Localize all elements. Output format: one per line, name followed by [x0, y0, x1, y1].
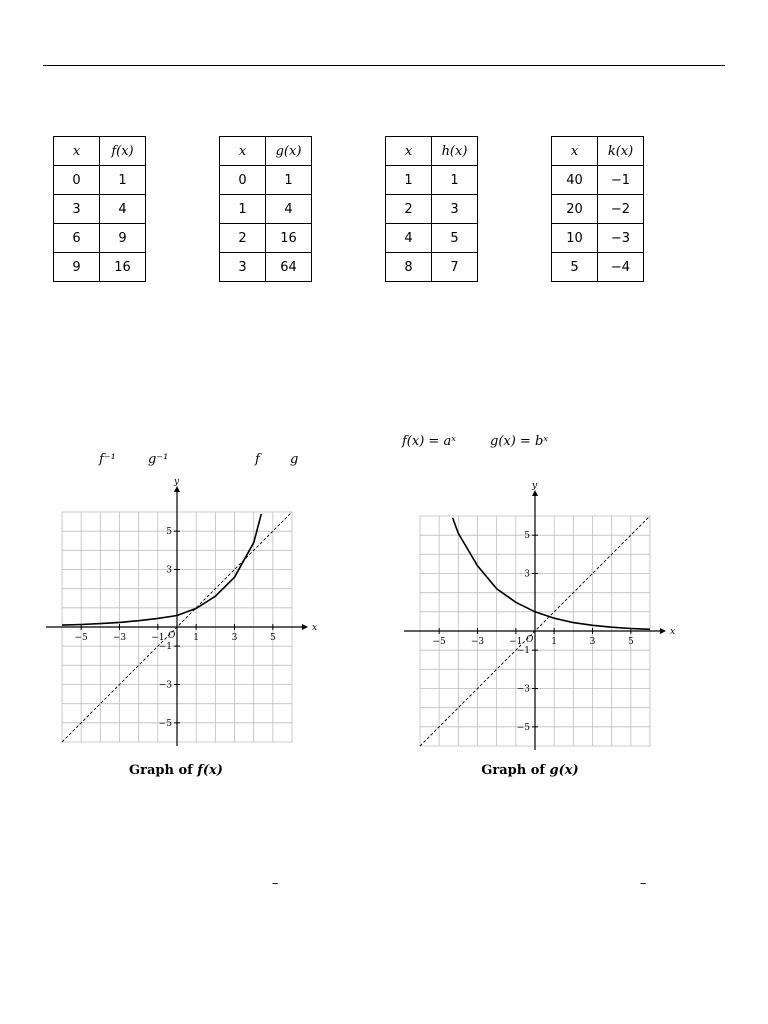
table-cell: 10: [552, 224, 598, 253]
x-tick-label: −3: [470, 637, 485, 647]
table-cell: 8: [386, 253, 432, 282]
table-row: [220, 253, 312, 282]
y-tick-label: −3: [158, 680, 172, 691]
table-g-header-x: x: [220, 137, 266, 166]
y-tick-label: 5: [524, 531, 530, 542]
dash-mark-left: –: [272, 876, 279, 891]
y-tick-label: −1: [516, 646, 530, 657]
x-axis-label: x: [312, 623, 318, 633]
y-tick-label: 3: [166, 565, 172, 576]
x-tick-label: −1: [509, 637, 523, 647]
dash-mark-right: –: [640, 876, 647, 891]
y-axis-label: y: [174, 477, 180, 487]
table-cell: 5: [552, 253, 598, 282]
table-row: [386, 224, 478, 253]
table-cell: 4: [386, 224, 432, 253]
x-tick-label: −1: [151, 633, 165, 643]
table-cell: −1: [598, 166, 644, 195]
table-g-header-gx: g(x): [266, 137, 312, 166]
header-rule: [43, 65, 725, 66]
table-row: [220, 166, 312, 195]
table-h: [385, 136, 478, 282]
x-axis-label: x: [670, 627, 676, 637]
table-cell: 1: [432, 166, 478, 195]
x-tick-label: 3: [231, 633, 238, 643]
table-row: [386, 166, 478, 195]
origin-label: O: [168, 631, 176, 641]
table-row: [386, 253, 478, 282]
x-tick-label: 3: [589, 637, 596, 647]
caption-function: f(x): [197, 763, 223, 778]
x-tick-label: 1: [551, 637, 558, 647]
table-row: [552, 253, 644, 282]
table-f-header-fx: f(x): [100, 137, 146, 166]
table-row: [386, 195, 478, 224]
table-cell: 9: [100, 224, 146, 253]
x-tick-label: −3: [112, 633, 127, 643]
x-tick-label: 5: [269, 633, 276, 643]
table-row: [54, 195, 146, 224]
caption-prefix: Graph of: [481, 763, 550, 778]
table-cell: 1: [220, 195, 266, 224]
graph-g-caption: [415, 763, 645, 778]
y-tick-label: −5: [516, 722, 530, 733]
y-tick-label: 3: [524, 569, 530, 580]
table-cell: 16: [266, 224, 312, 253]
graph-f: [42, 477, 322, 760]
table-cell: 3: [220, 253, 266, 282]
table-cell: 4: [100, 195, 146, 224]
table-row: [552, 166, 644, 195]
table-cell: 6: [54, 224, 100, 253]
table-k-header-kx: k(x): [598, 137, 644, 166]
table-cell: 0: [54, 166, 100, 195]
table-cell: 3: [54, 195, 100, 224]
table-cell: 2: [386, 195, 432, 224]
table-row: [220, 224, 312, 253]
g-label: g: [290, 452, 299, 467]
table-cell: 5: [432, 224, 478, 253]
table-f-header-x: x: [54, 137, 100, 166]
table-cell: 4: [266, 195, 312, 224]
x-tick-label: −5: [74, 633, 88, 643]
graph-g: [400, 481, 680, 764]
caption-function: g(x): [549, 763, 579, 778]
table-cell: 1: [266, 166, 312, 195]
x-tick-label: 1: [193, 633, 200, 643]
table-cell: 9: [54, 253, 100, 282]
table-cell: 1: [100, 166, 146, 195]
y-tick-label: −5: [158, 718, 172, 729]
table-cell: 20: [552, 195, 598, 224]
caption-prefix: Graph of: [129, 763, 198, 778]
table-k: [551, 136, 644, 282]
table-cell: −4: [598, 253, 644, 282]
f-label: f: [255, 452, 260, 467]
table-h-header-hx: h(x): [432, 137, 478, 166]
table-row: [220, 195, 312, 224]
y-tick-label: 5: [166, 527, 172, 538]
table-row: [552, 224, 644, 253]
origin-label: O: [526, 635, 534, 645]
x-axis-arrow: [302, 624, 308, 630]
f-inverse-label: f⁻¹: [99, 452, 116, 467]
table-row: [54, 224, 146, 253]
table-cell: 7: [432, 253, 478, 282]
table-cell: 1: [386, 166, 432, 195]
x-tick-label: 5: [627, 637, 634, 647]
table-h-header-x: x: [386, 137, 432, 166]
f-definition: f(x) = aˣ: [402, 434, 456, 449]
table-k-header-x: x: [552, 137, 598, 166]
table-row: [54, 253, 146, 282]
x-axis-arrow: [660, 628, 666, 634]
table-f: [53, 136, 146, 282]
table-row: [54, 166, 146, 195]
y-tick-label: −1: [158, 642, 172, 653]
g-inverse-label: g⁻¹: [148, 452, 169, 467]
table-cell: −3: [598, 224, 644, 253]
table-cell: −2: [598, 195, 644, 224]
table-row: [552, 195, 644, 224]
y-tick-label: −3: [516, 684, 530, 695]
y-axis-label: y: [532, 481, 538, 491]
table-cell: 16: [100, 253, 146, 282]
table-cell: 0: [220, 166, 266, 195]
x-tick-label: −5: [432, 637, 446, 647]
table-cell: 40: [552, 166, 598, 195]
table-cell: 3: [432, 195, 478, 224]
table-g: [219, 136, 312, 282]
table-cell: 64: [266, 253, 312, 282]
graph-f-caption: [61, 763, 291, 778]
g-definition: g(x) = bˣ: [490, 434, 548, 449]
table-cell: 2: [220, 224, 266, 253]
